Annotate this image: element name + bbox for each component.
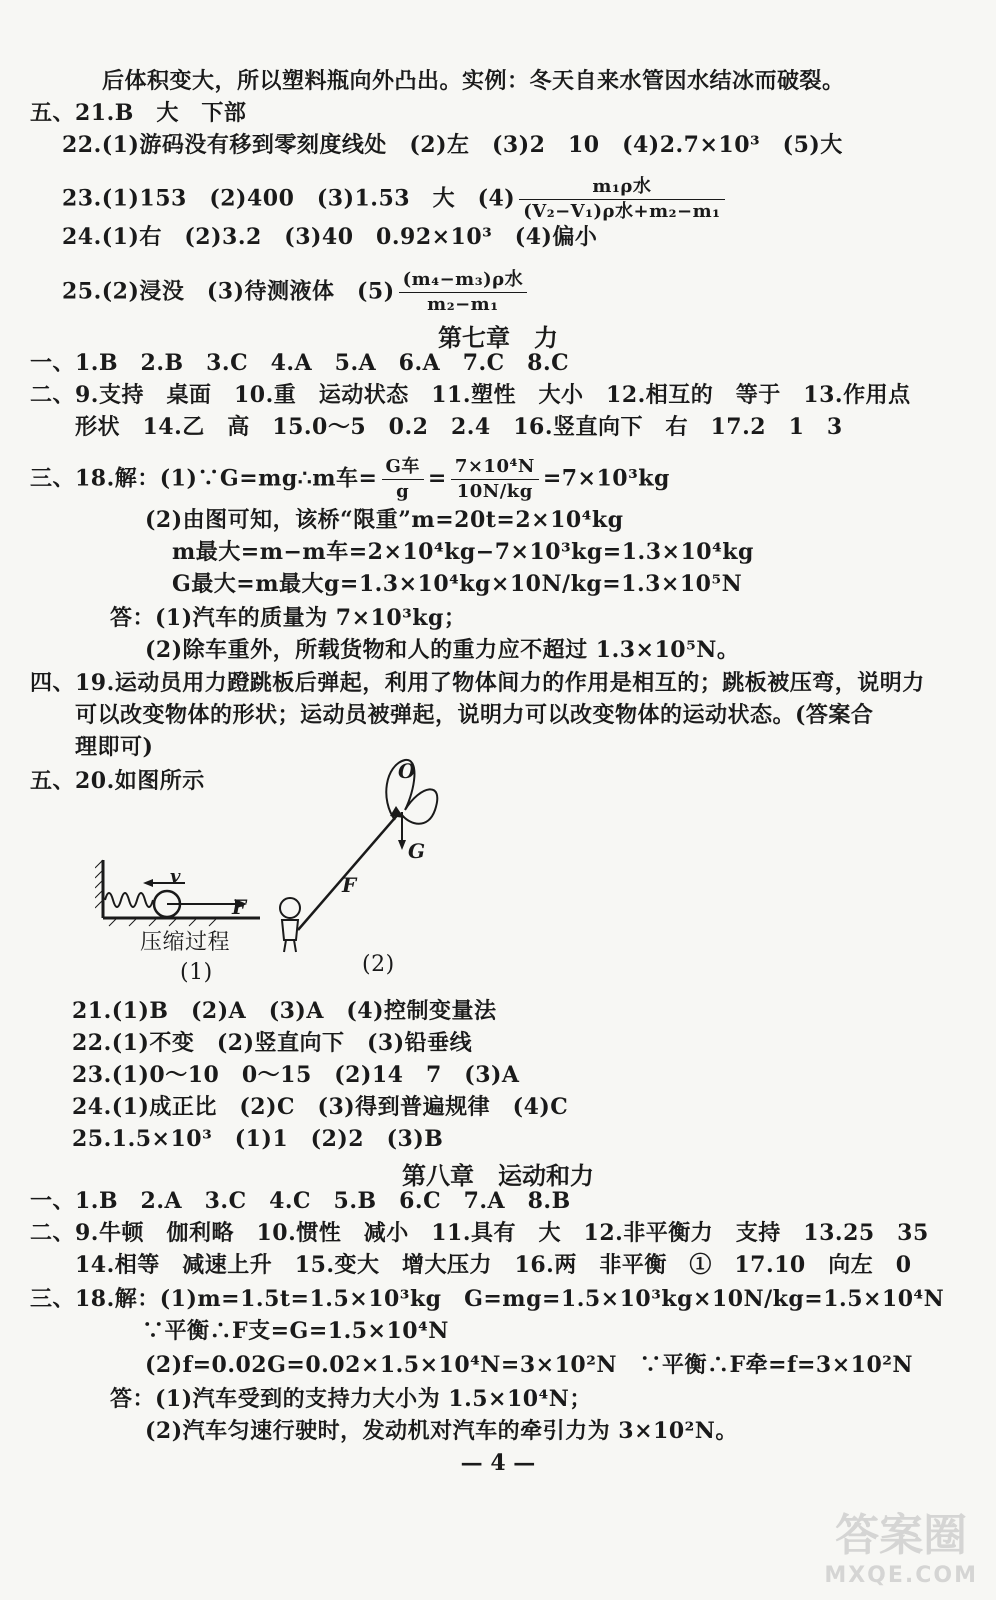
fraction — [382, 455, 424, 504]
text-line: 22.(1)不变 (2)竖直向下 (3)铅垂线 — [72, 1030, 473, 1056]
text-line: 五、20.如图所示 — [30, 768, 205, 794]
text-line: 25.1.5×10³ (1)1 (2)2 (3)B — [72, 1126, 444, 1152]
text-line: 14.相等 减速上升 15.变大 增大压力 16.两 非平衡 ① 17.10 向左 0 — [30, 1252, 912, 1278]
text-line: 22.(1)游码没有移到零刻度线处 (2)左 (3)2 10 (4)2.7×10³ (5)大 — [62, 132, 843, 158]
fraction-denominator: g — [396, 481, 410, 502]
fraction-denominator: 10N/kg — [456, 481, 533, 502]
figure-label-o: O — [398, 759, 416, 783]
text-line: 一、1.B 2.B 3.C 4.A 5.A 6.A 7.C 8.C — [30, 350, 570, 376]
text-segment: 23.(1)153 (2)400 (3)1.53 大 (4) — [62, 185, 516, 212]
fraction-denominator: (V₂−V₁)ρ水+m₂−m₁ — [523, 201, 721, 222]
text-segment: 25.(2)浸没 (3)待测液体 (5) — [62, 278, 395, 305]
figure-number-1: (1) — [180, 960, 213, 985]
text-line: 答：(1)汽车的质量为 7×10³kg； — [110, 605, 467, 631]
fraction-numerator: G车 — [382, 455, 424, 480]
text-line: 一、1.B 2.A 3.C 4.C 5.B 6.C 7.A 8.B — [30, 1188, 571, 1214]
text-line: 21.(1)B (2)A (3)A (4)控制变量法 — [72, 998, 497, 1024]
text-line: 24.(1)成正比 (2)C (3)得到普遍规律 (4)C — [72, 1094, 569, 1120]
text-line: m最大=m−m车=2×10⁴kg−7×10³kg=1.3×10⁴kg — [172, 539, 754, 565]
figure-label-v: v — [170, 866, 181, 887]
text-line: (2)除车重外，所载货物和人的重力应不超过 1.3×10⁵N。 — [145, 637, 740, 663]
watermark-logo: 答案圈 — [835, 1510, 968, 1561]
fraction-denominator: m₂−m₁ — [427, 294, 499, 315]
text-line: 24.(1)右 (2)3.2 (3)40 0.92×10³ (4)偏小 — [62, 224, 598, 250]
figure-label-g: G — [408, 839, 426, 863]
page-number: — 4 — — [460, 1450, 536, 1476]
figure-number-2: (2) — [362, 952, 395, 977]
chapter-heading: 第八章 运动和力 — [402, 1161, 594, 1190]
figure-2 — [270, 730, 460, 960]
fraction-numerator: m₁ρ水 — [519, 175, 724, 200]
text-line: 可以改变物体的形状；运动员被弹起，说明力可以改变物体的运动状态。(答案合 — [30, 702, 874, 728]
figure-label-f2: F — [342, 873, 357, 897]
figure-caption-1: 压缩过程 — [140, 930, 231, 955]
text-line: 答：(1)汽车受到的支持力大小为 1.5×10⁴N； — [110, 1386, 592, 1412]
text-line: 形状 14.乙 高 15.0～5 0.2 2.4 16.竖直向下 右 17.2 1 3 — [30, 414, 843, 440]
text-segment: 三、18.解：(1)∵G=mg∴m车= — [30, 465, 378, 492]
text-line — [62, 268, 531, 317]
text-line: (2)f=0.02G=0.02×1.5×10⁴N=3×10²N ∵平衡∴F牵=f=3×10²N — [145, 1352, 913, 1378]
text-line: 二、9.支持 桌面 10.重 运动状态 11.塑性 大小 12.相互的 等于 13.作用点 — [30, 382, 911, 408]
text-line: 四、19.运动员用力蹬跳板后弹起，利用了物体间力的作用是相互的；跳板被压弯，说明力 — [30, 670, 925, 696]
text-line: 二、9.牛顿 伽利略 10.惯性 减小 11.具有 大 12.非平衡力 支持 13.25 35 — [30, 1220, 929, 1246]
text-line: 理即可) — [30, 734, 154, 760]
text-line: 三、18.解：(1)m=1.5t=1.5×10³kg G=mg=1.5×10³kg×10N/kg=1.5×10⁴N — [30, 1286, 945, 1312]
fraction-numerator: 7×10⁴N — [451, 455, 539, 480]
fraction — [451, 455, 539, 504]
text-line: (2)由图可知，该桥“限重”m=20t=2×10⁴kg — [145, 507, 624, 533]
fraction — [519, 175, 724, 224]
watermark-url: MXQE.COM — [824, 1563, 978, 1588]
chapter-heading: 第七章 力 — [438, 323, 558, 352]
text-line — [62, 175, 729, 224]
text-segment: =7×10³kg — [542, 465, 670, 492]
fraction-numerator: (m₄−m₃)ρ水 — [399, 268, 527, 293]
text-line: G最大=m最大g=1.3×10⁴kg×10N/kg=1.3×10⁵N — [172, 571, 743, 597]
watermark — [824, 1499, 978, 1588]
figure-label-f1: F — [232, 895, 247, 919]
text-line: 三、18.解：(1)∵G=mg∴m车= $\frac{\text{G车}}{g}$ = $\frac{\text{7×10⁴N}}{10N/kg}$ =7×10³kg — [30, 456, 670, 502]
text-line: 23.(1)0～10 0～15 (2)14 7 (3)A — [72, 1062, 520, 1088]
text-line: ∵平衡∴F支=G=1.5×10⁴N — [142, 1318, 449, 1344]
text-line: 五、21.B 大 下部 — [30, 100, 247, 126]
text-line: (2)汽车匀速行驶时，发动机对汽车的牵引力为 3×10²N。 — [145, 1418, 738, 1444]
text-line: 后体积变大，所以塑料瓶向外凸出。实例：冬天自来水管因水结冰而破裂。 — [102, 68, 845, 94]
fraction — [399, 268, 527, 317]
